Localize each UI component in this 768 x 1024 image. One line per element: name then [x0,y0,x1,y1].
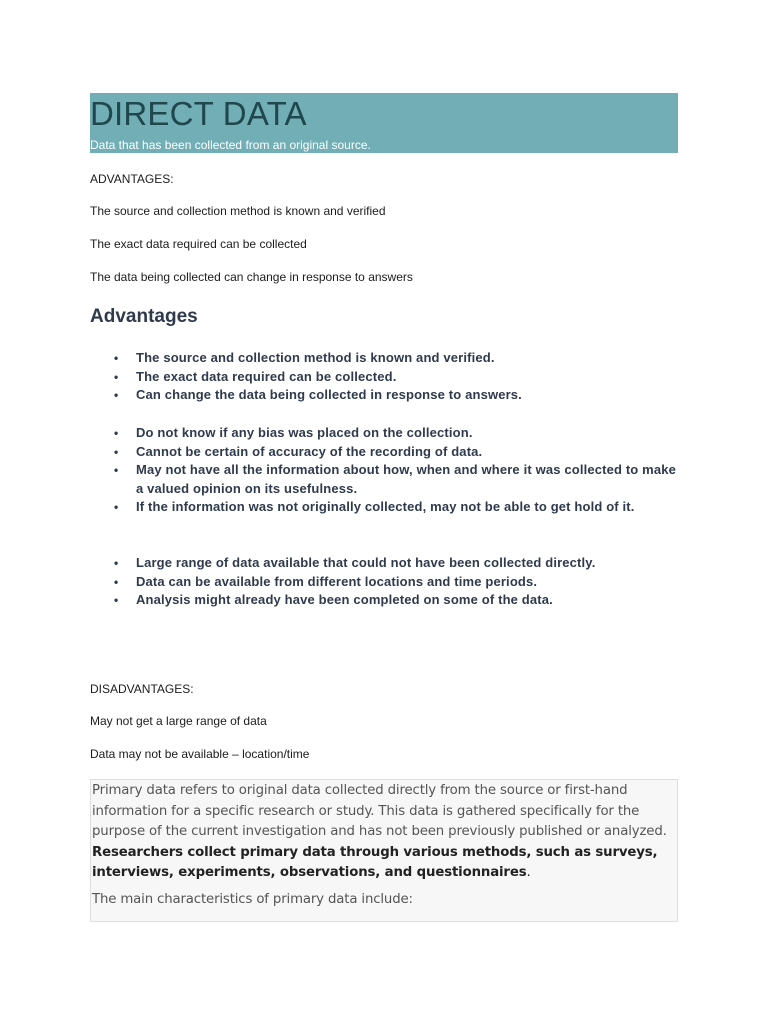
disadvantage-point: May not get a large range of data [90,714,267,728]
quote-intro: Primary data refers to original data collected directly from the source or first-hand information for a specific research or study. This data is gathered specifically for the purpose of the current investigation and has not been previously published or analyzed. [92,783,667,839]
advantage-point: The source and collection method is known and verified [90,204,386,218]
bullet-icon: • [114,351,119,365]
bullet-icon: • [114,388,119,402]
bullet-text: Large range of data available that could not have been collected directly. [136,555,596,570]
quote-paragraph [92,781,678,884]
document-page [90,93,678,907]
disadvantage-point: Data may not be available – location/time [90,747,310,761]
quote-bold-text: Researchers collect primary data through various methods, such as surveys, interviews, experiments, observations, and questionnaires [92,844,658,880]
bullet-text: The source and collection method is known and verified. [136,350,495,365]
bullet-icon: • [114,574,119,589]
bullet-icon: • [114,556,119,570]
page-subtitle: Data that has been collected from an original source. [90,138,371,152]
primary-data-quote-box [90,779,678,922]
bullet-text: If the information was not originally collected, may not be able to get hold of it. [136,499,635,514]
title-banner [90,93,678,153]
bullet-item [114,443,678,462]
advantages-heading: Advantages [90,306,198,327]
secondary-bullet-list [90,554,678,610]
bullet-text: Data can be available from different locations and time periods. [136,573,538,589]
bullet-item [114,591,678,610]
bullet-item [114,349,678,368]
advantage-point: The exact data required can be collected [90,237,307,251]
bullet-icon: • [114,593,119,607]
bullet-item [114,386,678,405]
quote-tail-text: The main characteristics of primary data include: [92,892,413,907]
bullet-text: Can change the data being collected in response to answers. [136,387,522,402]
bullet-text: The exact data required can be collected. [136,368,397,384]
bullet-text: Do not know if any bias was placed on the collection. [136,425,473,440]
bullet-text: Cannot be certain of accuracy of the recording of data. [136,443,483,459]
disadvantages-label: DISADVANTAGES: [90,682,194,696]
quote-period: . [526,865,531,880]
bullet-item [114,573,678,592]
bullet-item [114,461,678,498]
advantages-label: ADVANTAGES: [90,172,174,186]
bullet-icon: • [114,463,119,477]
bullet-icon: • [114,426,119,440]
limitations-bullet-list [90,424,678,517]
bullet-icon: • [114,444,119,459]
page-title: DIRECT DATA [90,95,307,132]
bullet-icon: • [114,369,119,384]
advantage-point: The data being collected can change in response to answers [90,270,413,284]
bullet-text: May not have all the information about how, when and where it was collected to make a valued opinion on its usefulness. [136,462,677,496]
bullet-item [114,498,678,517]
bullet-item [114,368,678,387]
bullet-icon: • [114,500,119,514]
bullet-text: Analysis might already have been completed on some of the data. [136,592,553,607]
bullet-item [114,424,678,443]
bullet-item [114,554,678,573]
advantages-bullet-list [90,349,678,405]
